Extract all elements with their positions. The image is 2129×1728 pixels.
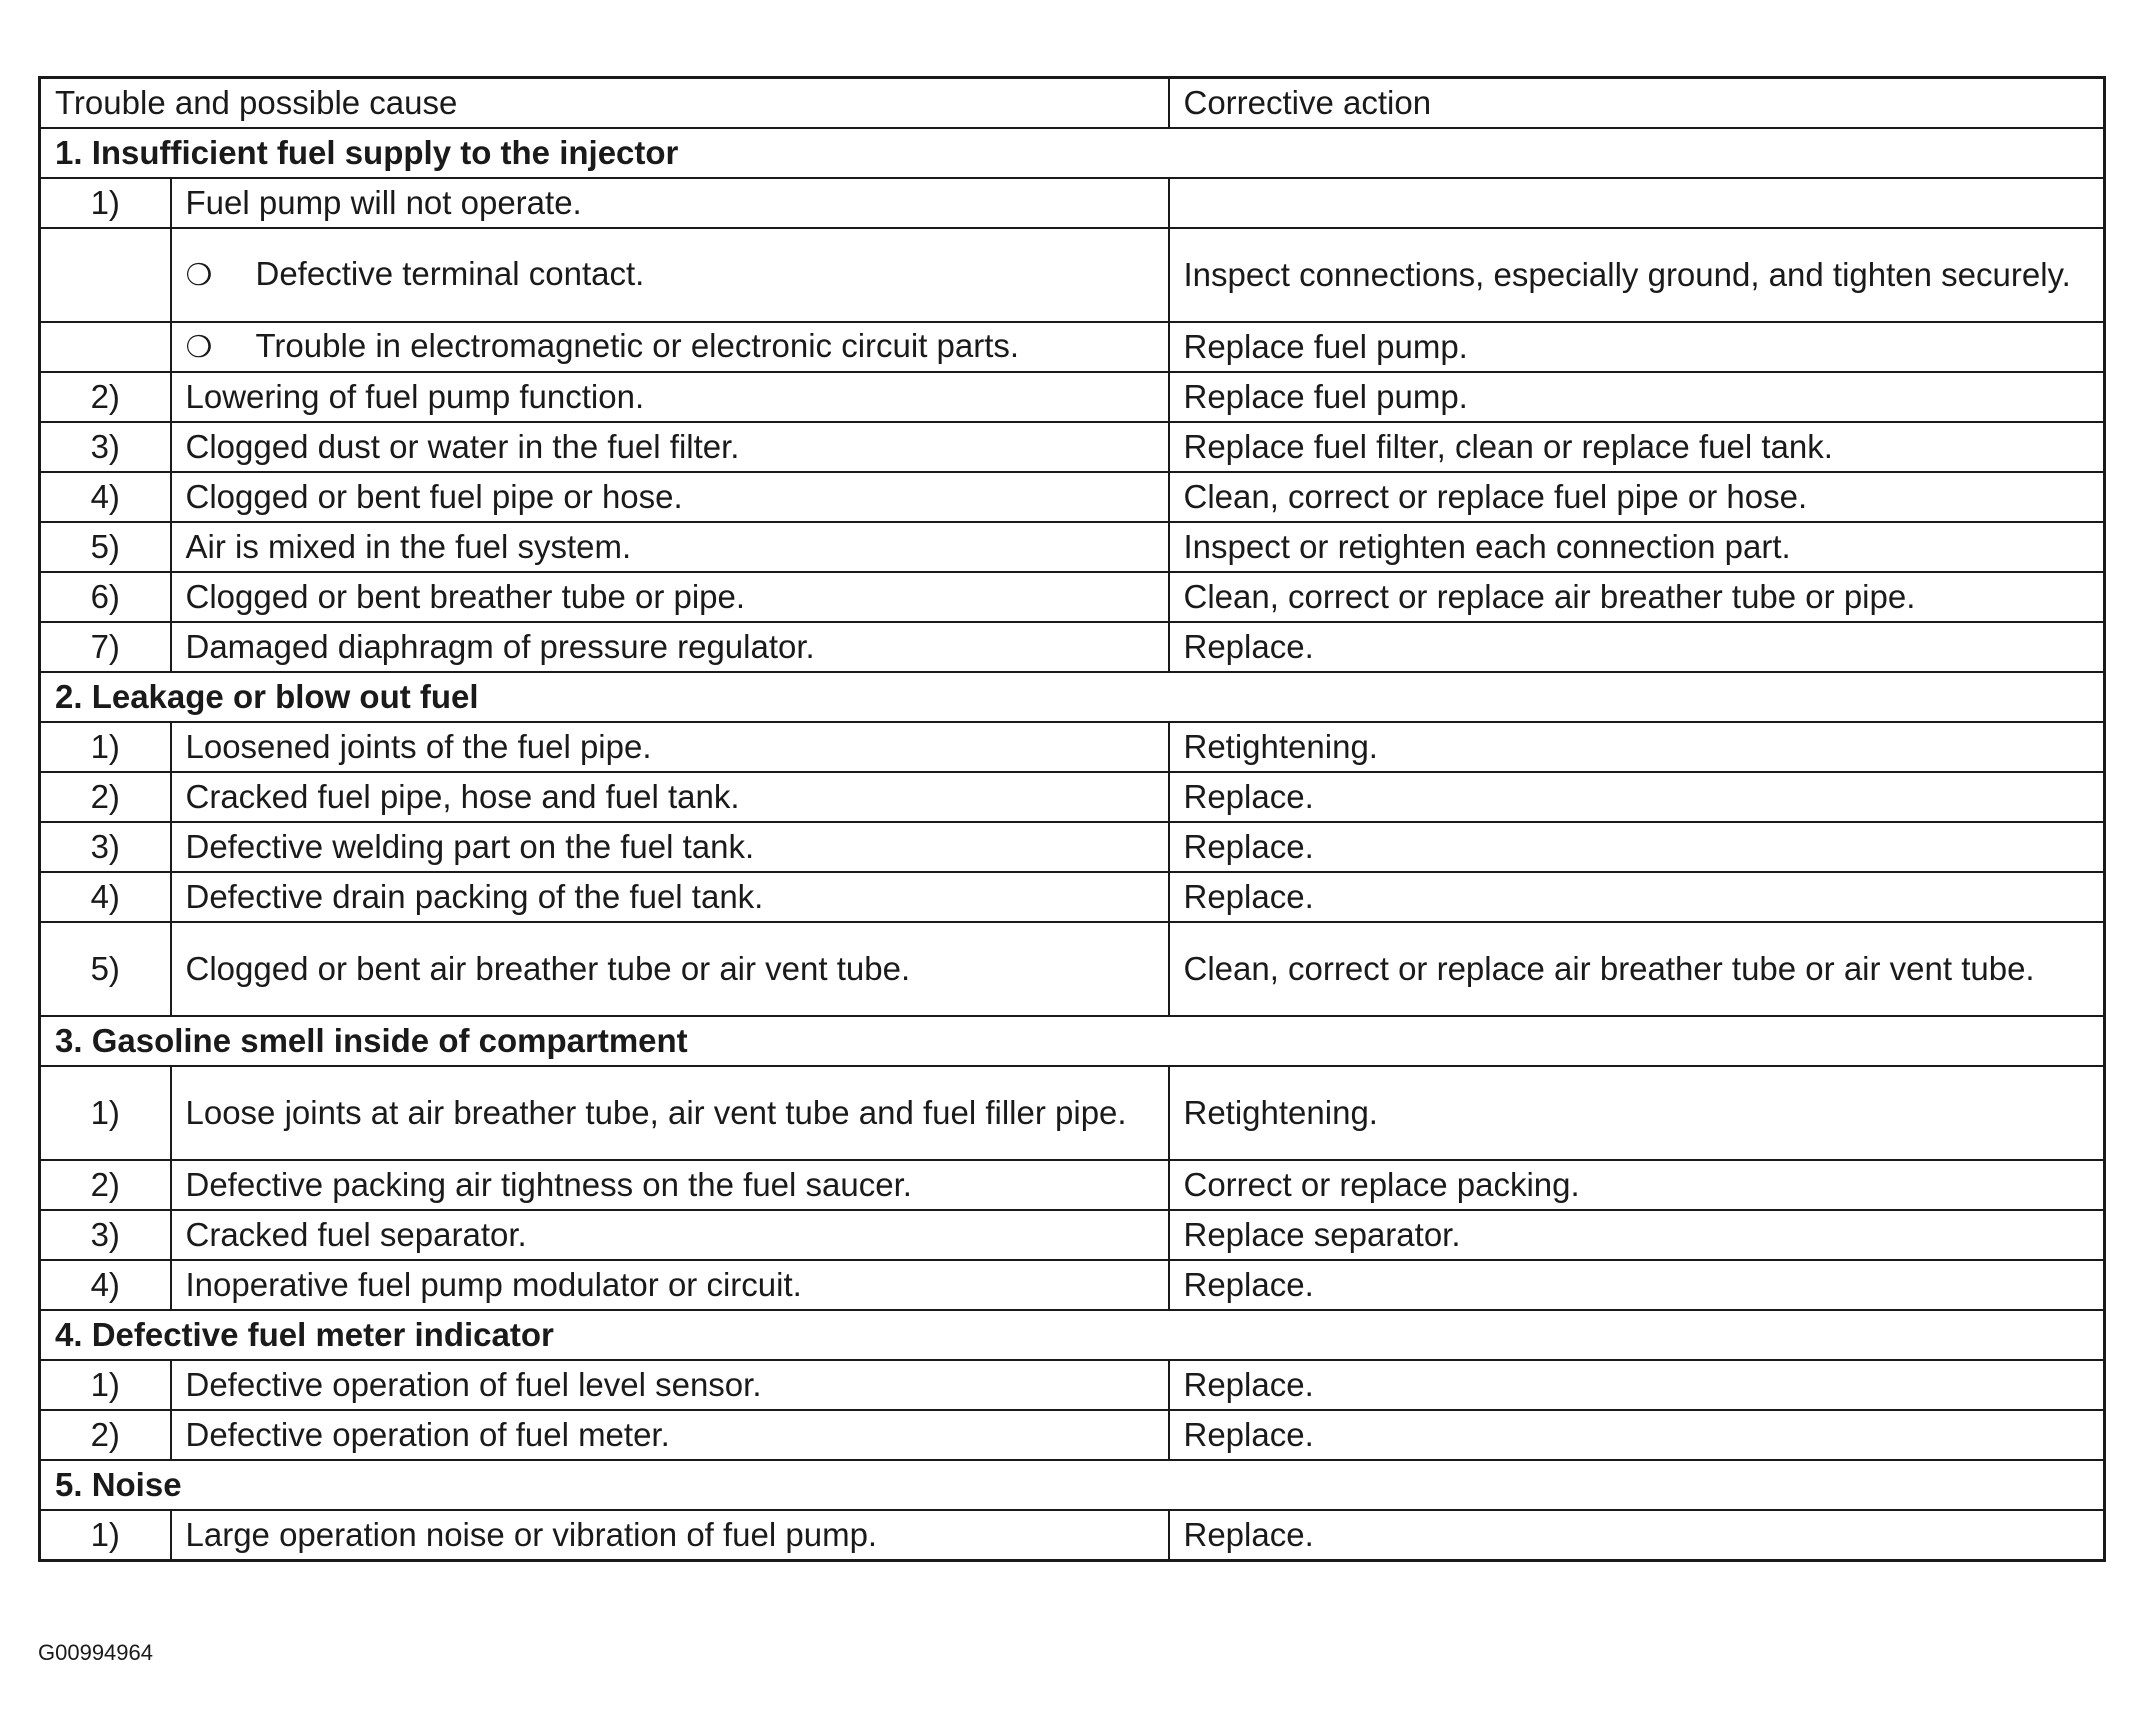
row-action: Clean, correct or replace air breather tube or pipe. [1169, 572, 2105, 622]
row-action: Replace fuel filter, clean or replace fuel tank. [1169, 422, 2105, 472]
row-cause: Defective operation of fuel level sensor. [171, 1360, 1169, 1410]
row-action: Clean, correct or replace air breather tube or air vent tube. [1169, 922, 2105, 1016]
table-row [40, 872, 2105, 922]
table-row [40, 522, 2105, 572]
row-action: Clean, correct or replace fuel pipe or hose. [1169, 472, 2105, 522]
table-row [40, 1260, 2105, 1310]
section-row [40, 128, 2105, 178]
table-row [40, 1210, 2105, 1260]
section-row [40, 1016, 2105, 1066]
row-number: 6) [40, 572, 171, 622]
row-number: 7) [40, 622, 171, 672]
row-number: 5) [40, 922, 171, 1016]
row-cause: Fuel pump will not operate. [171, 178, 1169, 228]
row-cause: Damaged diaphragm of pressure regulator. [171, 622, 1169, 672]
row-number: 3) [40, 1210, 171, 1260]
section-title: 2. Leakage or blow out fuel [40, 672, 2105, 722]
section-row [40, 1460, 2105, 1510]
row-action: Replace. [1169, 1360, 2105, 1410]
row-number: 1) [40, 722, 171, 772]
table-header-row [40, 78, 2105, 129]
table-row [40, 228, 2105, 322]
table-row [40, 722, 2105, 772]
circle-bullet-icon: ❍ [185, 259, 213, 292]
row-cause: Lowering of fuel pump function. [171, 372, 1169, 422]
row-cause: Clogged or bent breather tube or pipe. [171, 572, 1169, 622]
row-number: 1) [40, 1066, 171, 1160]
table-row [40, 1160, 2105, 1210]
row-cause: Loosened joints of the fuel pipe. [171, 722, 1169, 772]
figure-code: G00994964 [38, 1640, 153, 1665]
table-row [40, 822, 2105, 872]
row-number: 2) [40, 1410, 171, 1460]
row-cause: Large operation noise or vibration of fuel pump. [171, 1510, 1169, 1561]
table-row [40, 572, 2105, 622]
row-number: 3) [40, 422, 171, 472]
row-number: 1) [40, 178, 171, 228]
row-number: 4) [40, 1260, 171, 1310]
table-row [40, 178, 2105, 228]
header-cause: Trouble and possible cause [40, 78, 1169, 129]
row-cause: Defective drain packing of the fuel tank. [171, 872, 1169, 922]
section-title: 1. Insufficient fuel supply to the injector [40, 128, 2105, 178]
table-row [40, 322, 2105, 372]
section-title: 4. Defective fuel meter indicator [40, 1310, 2105, 1360]
table-row [40, 1360, 2105, 1410]
circle-bullet-icon: ❍ [185, 331, 213, 364]
row-action: Correct or replace packing. [1169, 1160, 2105, 1210]
row-number: 2) [40, 772, 171, 822]
row-action: Retightening. [1169, 1066, 2105, 1160]
row-action: Replace fuel pump. [1169, 372, 2105, 422]
row-number [40, 228, 171, 322]
row-action: Replace. [1169, 1260, 2105, 1310]
row-action: Inspect connections, especially ground, and tighten securely. [1169, 228, 2105, 322]
header-action: Corrective action [1169, 78, 2105, 129]
row-number: 3) [40, 822, 171, 872]
row-action: Replace. [1169, 822, 2105, 872]
row-cause: Defective packing air tightness on the fuel saucer. [171, 1160, 1169, 1210]
row-cause: Clogged dust or water in the fuel filter. [171, 422, 1169, 472]
row-number: 4) [40, 472, 171, 522]
row-action: Replace separator. [1169, 1210, 2105, 1260]
section-title: 3. Gasoline smell inside of compartment [40, 1016, 2105, 1066]
troubleshooting-document [38, 76, 2103, 1562]
row-number: 4) [40, 872, 171, 922]
row-cause: Inoperative fuel pump modulator or circuit. [171, 1260, 1169, 1310]
row-cause: Defective welding part on the fuel tank. [171, 822, 1169, 872]
section-title: 5. Noise [40, 1460, 2105, 1510]
row-cause-cell [171, 228, 1169, 322]
row-number [40, 322, 171, 372]
row-cause-cell [171, 322, 1169, 372]
row-action: Replace. [1169, 1410, 2105, 1460]
table-row [40, 1066, 2105, 1160]
row-action: Replace fuel pump. [1169, 322, 2105, 372]
row-cause: Defective operation of fuel meter. [171, 1410, 1169, 1460]
row-number: 1) [40, 1510, 171, 1561]
table-row [40, 922, 2105, 1016]
row-cause: Air is mixed in the fuel system. [171, 522, 1169, 572]
row-cause: Clogged or bent air breather tube or air vent tube. [171, 922, 1169, 1016]
row-number: 1) [40, 1360, 171, 1410]
row-cause: Cracked fuel pipe, hose and fuel tank. [171, 772, 1169, 822]
row-action: Replace. [1169, 872, 2105, 922]
row-cause: Clogged or bent fuel pipe or hose. [171, 472, 1169, 522]
table-row [40, 372, 2105, 422]
row-number: 2) [40, 372, 171, 422]
table-row [40, 772, 2105, 822]
row-cause: Loose joints at air breather tube, air vent tube and fuel filler pipe. [171, 1066, 1169, 1160]
troubleshooting-table [38, 76, 2106, 1562]
section-row [40, 672, 2105, 722]
row-number: 2) [40, 1160, 171, 1210]
row-action: Replace. [1169, 622, 2105, 672]
section-row [40, 1310, 2105, 1360]
table-row [40, 622, 2105, 672]
row-action: Replace. [1169, 772, 2105, 822]
row-action: Replace. [1169, 1510, 2105, 1561]
table-row [40, 472, 2105, 522]
row-action [1169, 178, 2105, 228]
table-row [40, 1410, 2105, 1460]
row-action: Retightening. [1169, 722, 2105, 772]
table-row [40, 1510, 2105, 1561]
row-action: Inspect or retighten each connection part. [1169, 522, 2105, 572]
row-cause: Cracked fuel separator. [171, 1210, 1169, 1260]
table-row [40, 422, 2105, 472]
row-cause: Trouble in electromagnetic or electronic circuit parts. [255, 327, 1020, 364]
row-number: 5) [40, 522, 171, 572]
row-cause: Defective terminal contact. [255, 255, 645, 292]
